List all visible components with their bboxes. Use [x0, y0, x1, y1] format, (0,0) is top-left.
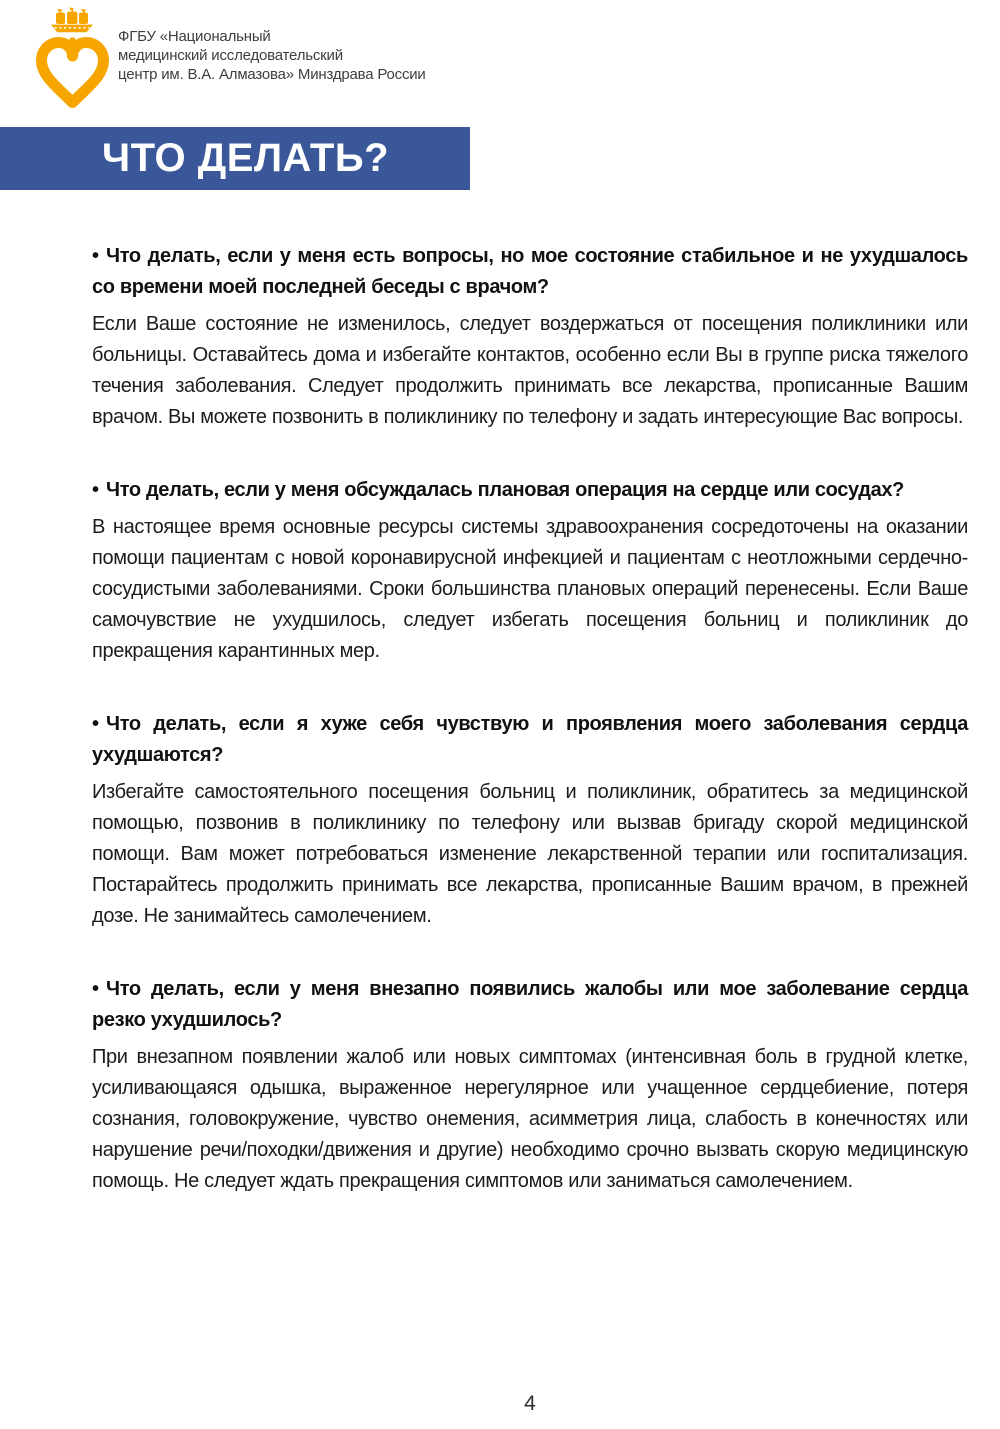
qa-section — [92, 241, 968, 433]
question-text — [92, 241, 968, 303]
bullet-icon: • — [92, 978, 99, 1000]
question-text — [92, 709, 968, 771]
question-text — [92, 475, 968, 506]
qa-section — [92, 974, 968, 1197]
heart-icon — [42, 43, 104, 103]
bullet-icon: • — [92, 713, 99, 735]
page-title: ЧТО ДЕЛАТЬ? — [102, 136, 390, 180]
answer-text: Если Ваше состояние не изменилось, следует воздержаться от посещения поликлиники или больницы. Оставайтесь дома и избегайте контактов, особенно если Вы в группе риска тяжелого течения заболевания. Следует продолжить принимать все лекарства, прописанные Вашим врачом. Вы можете позвонить в поликлинику по телефону и задать интересующие Вас вопросы. — [92, 313, 968, 428]
org-name-line: центр им. В.А. Алмазова» Минздрава России — [118, 66, 426, 83]
organization-name — [118, 27, 426, 84]
section-title-bar — [0, 127, 470, 190]
answer-text: В настоящее время основные ресурсы системы здравоохранения сосредоточены на оказании помощи пациентам с новой коронавирусной инфекцией и пациентам с неотложными сердечно-сосудистыми заболеваниями. Сроки большинства плановых операций перенесены. Если Ваше самочувствие не ухудшилось, следует избегать посещения больниц и поликлиник до прекращения карантинных мер. — [92, 516, 968, 662]
ship-icon — [51, 7, 93, 32]
question-text — [92, 974, 968, 1036]
org-name-line: ФГБУ «Национальный — [118, 28, 271, 45]
qa-content — [92, 241, 968, 1239]
answer-text: При внезапном появлении жалоб или новых симптомах (интенсивная боль в грудной клетке, усиливающаяся одышка, выраженное нерегулярное или учащенное сердцебиение, потеря сознания, головокружение, чувство онемения, асимметрия лица, слабость в конечностях или нарушение речи/походки/движения и другие) необходимо срочно вызвать скорую медицинскую помощь. Не следует ждать прекращения симптомов или заниматься самолечением. — [92, 1046, 968, 1192]
page-number: 4 — [524, 1392, 536, 1415]
question-label: Что делать, если у меня есть вопросы, но мое состояние стабильное и не ухудшалось со времени моей последней беседы с врачом? — [92, 245, 968, 298]
almazov-heart-ship-logo-icon — [36, 7, 110, 111]
qa-section — [92, 709, 968, 932]
question-label: Что делать, если я хуже себя чувствую и проявления моего заболевания сердца ухудшаются? — [92, 713, 968, 766]
question-label: Что делать, если у меня обсуждалась плановая операция на сердце или сосудах? — [106, 479, 905, 501]
bullet-icon: • — [92, 245, 99, 267]
org-name-line: медицинский исследовательский — [118, 47, 343, 64]
question-label: Что делать, если у меня внезапно появились жалобы или мое заболевание сердца резко ухудшилось? — [92, 978, 968, 1031]
bullet-icon: • — [92, 479, 99, 501]
answer-text: Избегайте самостоятельного посещения больниц и поликлиник, обратитесь за медицинской помощью, позвонив в поликлинику по телефону или вызвав бригаду скорой медицинской помощи. Вам может потребоваться изменение лекарственной терапии или госпитализация. Постарайтесь продолжить принимать все лекарства, прописанные Вашим врачом, в прежней дозе. Не занимайтесь самолечением. — [92, 781, 968, 927]
qa-section — [92, 475, 968, 667]
